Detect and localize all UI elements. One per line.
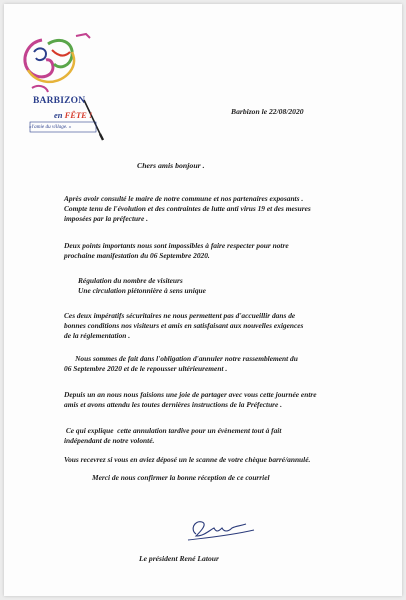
barbizon-en-fete-logo — [12, 30, 108, 142]
paragraph-line: Ces deux impératifs sécuritaires ne nous permettent pas d'accueillir dans de — [64, 311, 296, 320]
paragraph-line: amis et avons attendu les toutes dernières instructions de la Préfecture . — [64, 399, 283, 409]
paragraph-line: prochaine manifestation du 06 Septembre 2020. — [64, 250, 210, 260]
paragraph-two-points — [64, 241, 289, 261]
paragraph-line: Vous recevrez si vous en aviez déposé un le scanne de votre chèque barré/annulé. — [64, 455, 311, 464]
paragraph-line: Merci de nous confirmer la bonne réception de ce courriel — [92, 473, 270, 482]
paragraph-line: Deux points importants nous sont impossibles à faire respecter pour notre — [64, 241, 289, 250]
paragraph-one-year — [64, 390, 317, 410]
paragraph-line: Ce qui explique cette annulation tardive pour un évènement tout à fait — [64, 426, 282, 435]
signature-name: Le président René Latour — [139, 554, 219, 563]
paragraph-requirements-list — [78, 276, 206, 296]
requirement-item: Une circulation piétonnière à sens unique — [78, 285, 206, 295]
handwritten-signature-icon — [184, 512, 256, 544]
paragraph-line: Après avoir consulté le maire de notre commune et nos partenaires exposants . — [64, 194, 304, 203]
letter-page — [4, 4, 402, 596]
paragraph-cheque — [64, 455, 310, 465]
paragraph-line: bonnes conditions nos visiteurs et amis en satisfaisant aux nouvelles exigences — [64, 320, 304, 330]
requirement-item: Régulation du nombre de visiteurs — [78, 276, 183, 285]
paragraph-line: 06 Septembre 2020 et de le repousser ultérieurement . — [64, 363, 228, 373]
logo-fete-prefix: en — [54, 110, 63, 120]
paragraph-security — [64, 311, 303, 340]
paragraph-line: imposées par la préfecture . — [64, 213, 148, 223]
greeting: Chers amis bonjour . — [137, 161, 205, 170]
paragraph-line: indépendant de notre volonté. — [64, 435, 155, 445]
paragraph-line: de la réglementation . — [64, 330, 131, 340]
paragraph-cancellation — [64, 354, 298, 374]
paragraph-line: Nous sommes de fait dans l'obligation d'annuler notre rassemblement du — [64, 354, 298, 363]
date-line: Barbizon le 22/08/2020 — [231, 107, 304, 116]
logo-name: BARBIZON — [33, 96, 86, 106]
logo-fete-word: FÊTE ! — [64, 110, 93, 120]
logo-fete-text — [54, 110, 92, 120]
logo-tagline: «l'amie du village. » — [29, 124, 72, 130]
paragraph-thanks — [92, 473, 270, 483]
paragraph-late-cancellation — [64, 426, 281, 446]
paragraph-line: Compte tenu de l'évolution et des contraintes de lutte anti virus 19 et des mesures — [64, 203, 311, 213]
paragraph-consultation — [64, 194, 311, 223]
paragraph-line: Depuis un an nous nous faisions une joie de partager avec vous cette journée entre — [64, 390, 317, 399]
